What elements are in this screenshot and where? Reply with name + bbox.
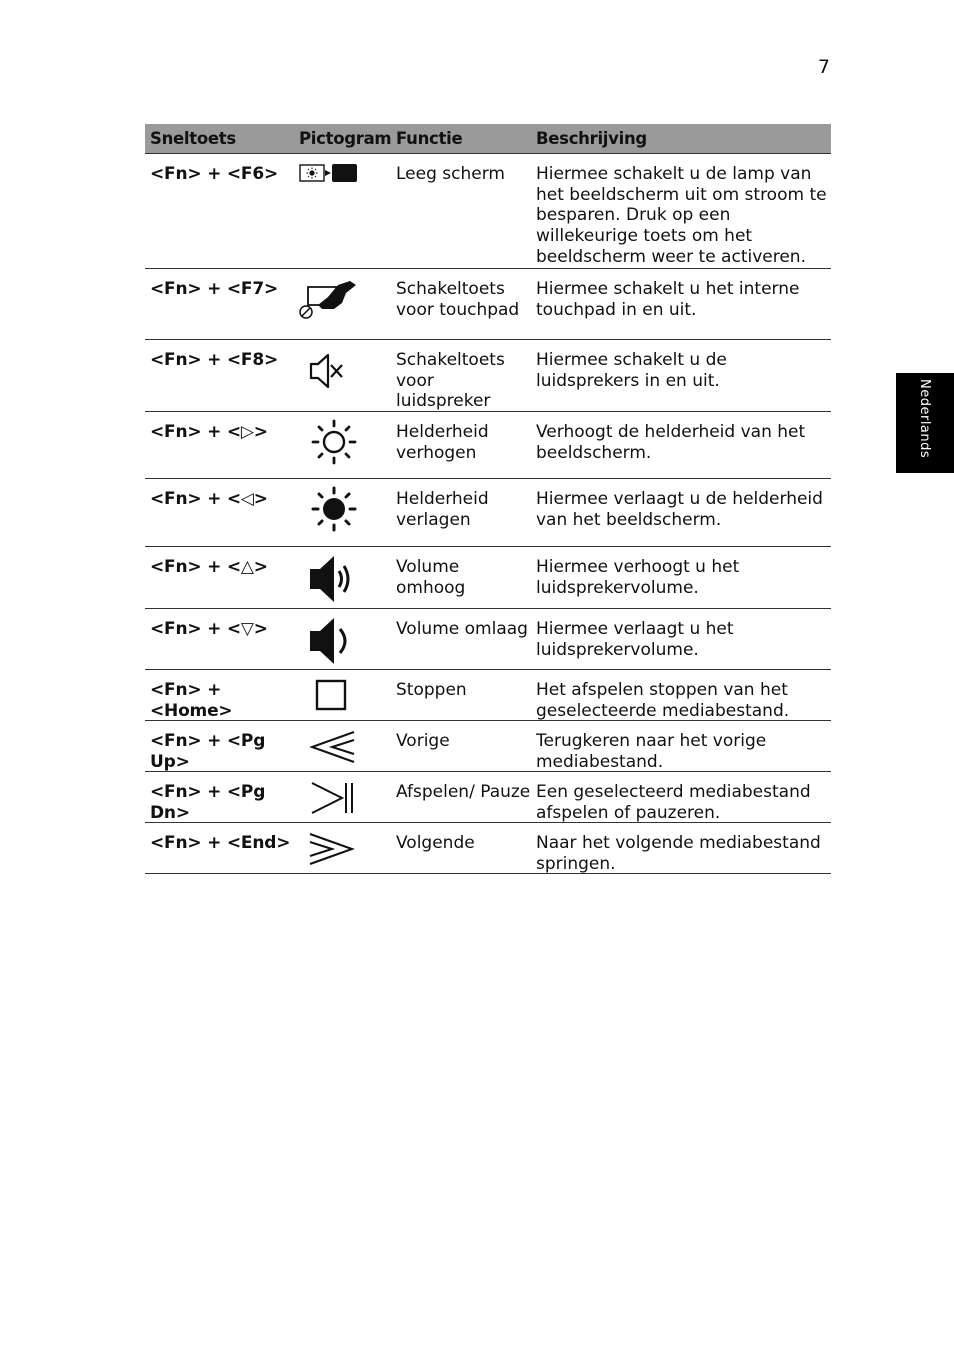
table-row — [145, 608, 831, 669]
hotkey-cell: <Fn> + <End> — [150, 833, 291, 853]
description-cell: Hiermee verlaagt u het luidsprekervolume. — [536, 619, 734, 660]
next-icon — [294, 823, 391, 873]
hotkey-cell: <Fn> + <Home> — [150, 680, 233, 721]
volume-up-icon — [294, 547, 391, 608]
function-cell: Leeg scherm — [396, 164, 505, 184]
description-cell: Hiermee verlaagt u de helderheid van het beeldscherm. — [536, 489, 823, 530]
description-cell: Het afspelen stoppen van het geselecteerde mediabestand. — [536, 680, 790, 721]
table-row — [145, 546, 831, 608]
side-tab-label: Nederlands — [917, 379, 932, 459]
language-side-tab — [896, 373, 954, 473]
hotkey-cell: <Fn> + <▽> — [150, 619, 268, 639]
brightness-down-icon — [294, 479, 391, 546]
hotkey-cell: <Fn> + <△> — [150, 557, 268, 577]
brightness-up-icon — [294, 412, 391, 478]
function-cell: Afspelen/ Pauze — [396, 782, 531, 802]
stop-icon — [294, 670, 391, 720]
description-cell: Terugkeren naar het vorige mediabestand. — [536, 731, 767, 772]
hotkey-cell: <Fn> + <◁> — [150, 489, 268, 509]
description-cell: Hiermee schakelt u de lamp van het beeldscherm uit om stroom te besparen. Druk op een willekeurige toets om het beeldscherm weer te activeren. — [536, 164, 827, 267]
function-cell: Volume omlaag — [396, 619, 528, 639]
table-row — [145, 339, 831, 411]
display-off-icon — [294, 154, 391, 268]
function-cell: Volgende — [396, 833, 475, 853]
header-functie: Functie — [396, 129, 463, 148]
hotkey-cell: <Fn> + <Pg Up> — [150, 731, 266, 772]
function-cell: Volume omhoog — [396, 557, 466, 598]
description-cell: Hiermee verhoogt u het luidsprekervolume. — [536, 557, 740, 598]
table-row — [145, 154, 831, 268]
volume-down-icon — [294, 609, 391, 669]
function-cell: Vorige — [396, 731, 450, 751]
description-cell: Hiermee schakelt u de luidsprekers in en uit. — [536, 350, 727, 391]
table-header — [145, 124, 831, 154]
function-cell: Schakeltoets voor luidspreker — [396, 350, 505, 412]
table-row — [145, 411, 831, 478]
previous-icon — [294, 721, 391, 771]
table-row — [145, 822, 831, 873]
touchpad-toggle-icon — [294, 269, 391, 339]
hotkey-cell: <Fn> + <F8> — [150, 350, 279, 370]
hotkey-cell: <Fn> + <F7> — [150, 279, 279, 299]
hotkey-cell: <Fn> + <F6> — [150, 164, 279, 184]
page-number: 7 — [817, 56, 830, 78]
speaker-mute-icon — [294, 340, 391, 411]
description-cell: Hiermee schakelt u het interne touchpad in en uit. — [536, 279, 800, 320]
description-cell: Verhoogt de helderheid van het beeldscherm. — [536, 422, 806, 463]
function-cell: Helderheid verhogen — [396, 422, 489, 463]
header-sneltoets: Sneltoets — [150, 129, 236, 148]
table-row — [145, 669, 831, 720]
header-beschrijving: Beschrijving — [536, 129, 647, 148]
description-cell: Naar het volgende mediabestand springen. — [536, 833, 821, 874]
description-cell: Een geselecteerd mediabestand afspelen of pauzeren. — [536, 782, 811, 823]
function-cell: Schakeltoets voor touchpad — [396, 279, 520, 320]
table-row — [145, 478, 831, 546]
play-pause-icon — [294, 772, 391, 822]
header-pictogram: Pictogram — [299, 129, 392, 148]
table-row — [145, 771, 831, 822]
hotkey-table — [145, 124, 831, 874]
function-cell: Helderheid verlagen — [396, 489, 489, 530]
table-row — [145, 268, 831, 339]
hotkey-cell: <Fn> + <Pg Dn> — [150, 782, 266, 823]
table-row — [145, 720, 831, 771]
hotkey-cell: <Fn> + <▷> — [150, 422, 268, 442]
function-cell: Stoppen — [396, 680, 467, 700]
